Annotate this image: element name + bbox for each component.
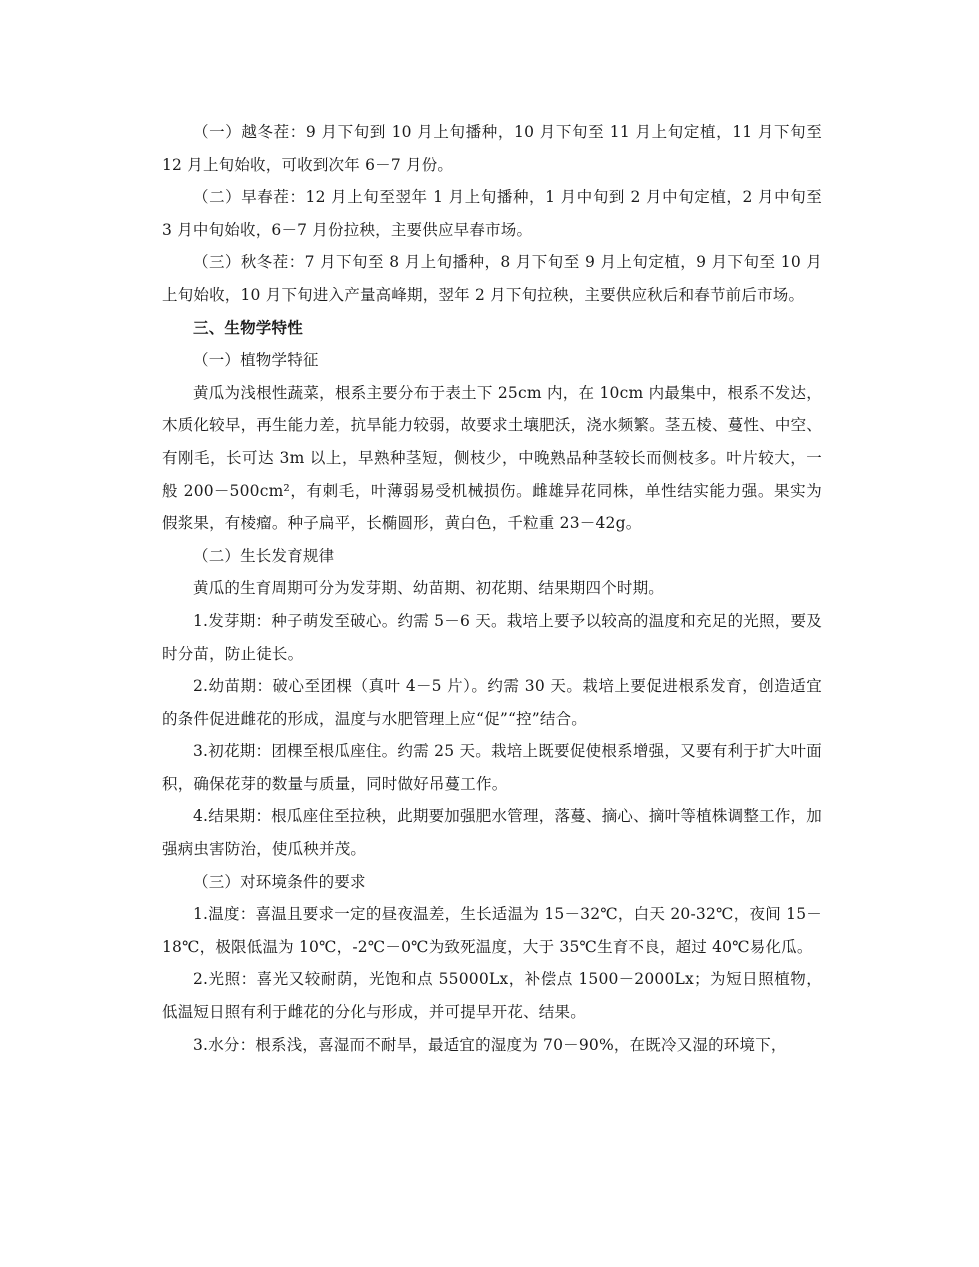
paragraph-light: 2.光照：喜光又较耐荫，光饱和点 55000Lx，补偿点 1500－2000Lx；为短日照植物，低温短日照有利于雌花的分化与形成，并可提早开花、结果。 xyxy=(162,970,822,1022)
paragraph-early-spring-crop: （二）早春茬：12 月上旬至翌年 1 月上旬播种，1 月中旬到 2 月中旬定植，2 月中旬至 3 月中旬始收，6－7 月份拉秧，主要供应早春市场。 xyxy=(162,188,822,239)
paragraph-early-flowering-stage: 3.初花期：团棵至根瓜座住。约需 25 天。栽培上既要促使根系增强，又要有利于扩大叶面积，确保花芽的数量与质量，同时做好吊蔓工作。 xyxy=(162,742,822,793)
document-page xyxy=(162,116,822,1061)
subheading-botanical-features: （一）植物学特征 xyxy=(193,351,319,370)
paragraph-botanical-features: 黄瓜为浅根性蔬菜，根系主要分布于表土下 25cm 内，在 10cm 内最集中，根系不发达，木质化较早，再生能力差，抗旱能力较弱，故要求土壤肥沃，浇水频繁。茎五棱、蔓性、中空、有刚毛，长可达 3m 以上，早熟种茎短，侧枝少，中晚熟品种茎较长而侧枝多。叶片较大，一般 200－500cm²，有刺毛，叶薄弱易受机械损伤。雌雄异花同株，单性结实能力强。果实为假浆果，有棱瘤。种子扁平，长椭圆形，黄白色，千粒重 23－42g。 xyxy=(162,383,822,533)
paragraph-autumn-winter-crop: （三）秋冬茬：7 月下旬至 8 月上旬播种，8 月下旬至 9 月上旬定植，9 月下旬至 10 月上旬始收，10 月下旬进入产量高峰期，翌年 2 月下旬拉秧，主要供应秋后和春节前后市场。 xyxy=(162,253,822,304)
subheading-environment: （三）对环境条件的要求 xyxy=(193,872,366,891)
paragraph-seedling-stage: 2.幼苗期：破心至团棵（真叶 4－5 片）。约需 30 天。栽培上要促进根系发育，创造适宜的条件促进雌花的形成，温度与水肥管理上应“促”“控”结合。 xyxy=(162,677,822,728)
subheading-growth-stages: （二）生长发育规律 xyxy=(193,546,335,565)
paragraph-growth-overview: 黄瓜的生育周期可分为发芽期、幼苗期、初花期、结果期四个时期。 xyxy=(193,579,665,598)
paragraph-germination-stage: 1.发芽期：种子萌发至破心。约需 5－6 天。栽培上要予以较高的温度和充足的光照，要及时分苗，防止徒长。 xyxy=(162,611,822,663)
section-heading-biology: 三、生物学特性 xyxy=(193,318,303,337)
paragraph-fruiting-stage: 4.结果期：根瓜座住至拉秧，此期要加强肥水管理，落蔓、摘心、摘叶等植株调整工作，加强病虫害防治，使瓜秧并茂。 xyxy=(162,807,822,859)
paragraph-overwinter-crop: （一）越冬茬：9 月下旬到 10 月上旬播种，10 月下旬至 11 月上旬定植，11 月下旬至 12 月上旬始收，可收到次年 6－7 月份。 xyxy=(162,123,822,174)
paragraph-temperature: 1.温度：喜温且要求一定的昼夜温差，生长适温为 15－32℃，白天 20-32℃，夜间 15－18℃，极限低温为 10℃，-2℃－0℃为致死温度，大于 35℃生育不良，超过 40℃易化瓜。 xyxy=(162,905,822,956)
paragraph-water: 3.水分：根系浅，喜湿而不耐旱，最适宜的湿度为 70－90%，在既冷又湿的环境下， xyxy=(193,1035,787,1054)
